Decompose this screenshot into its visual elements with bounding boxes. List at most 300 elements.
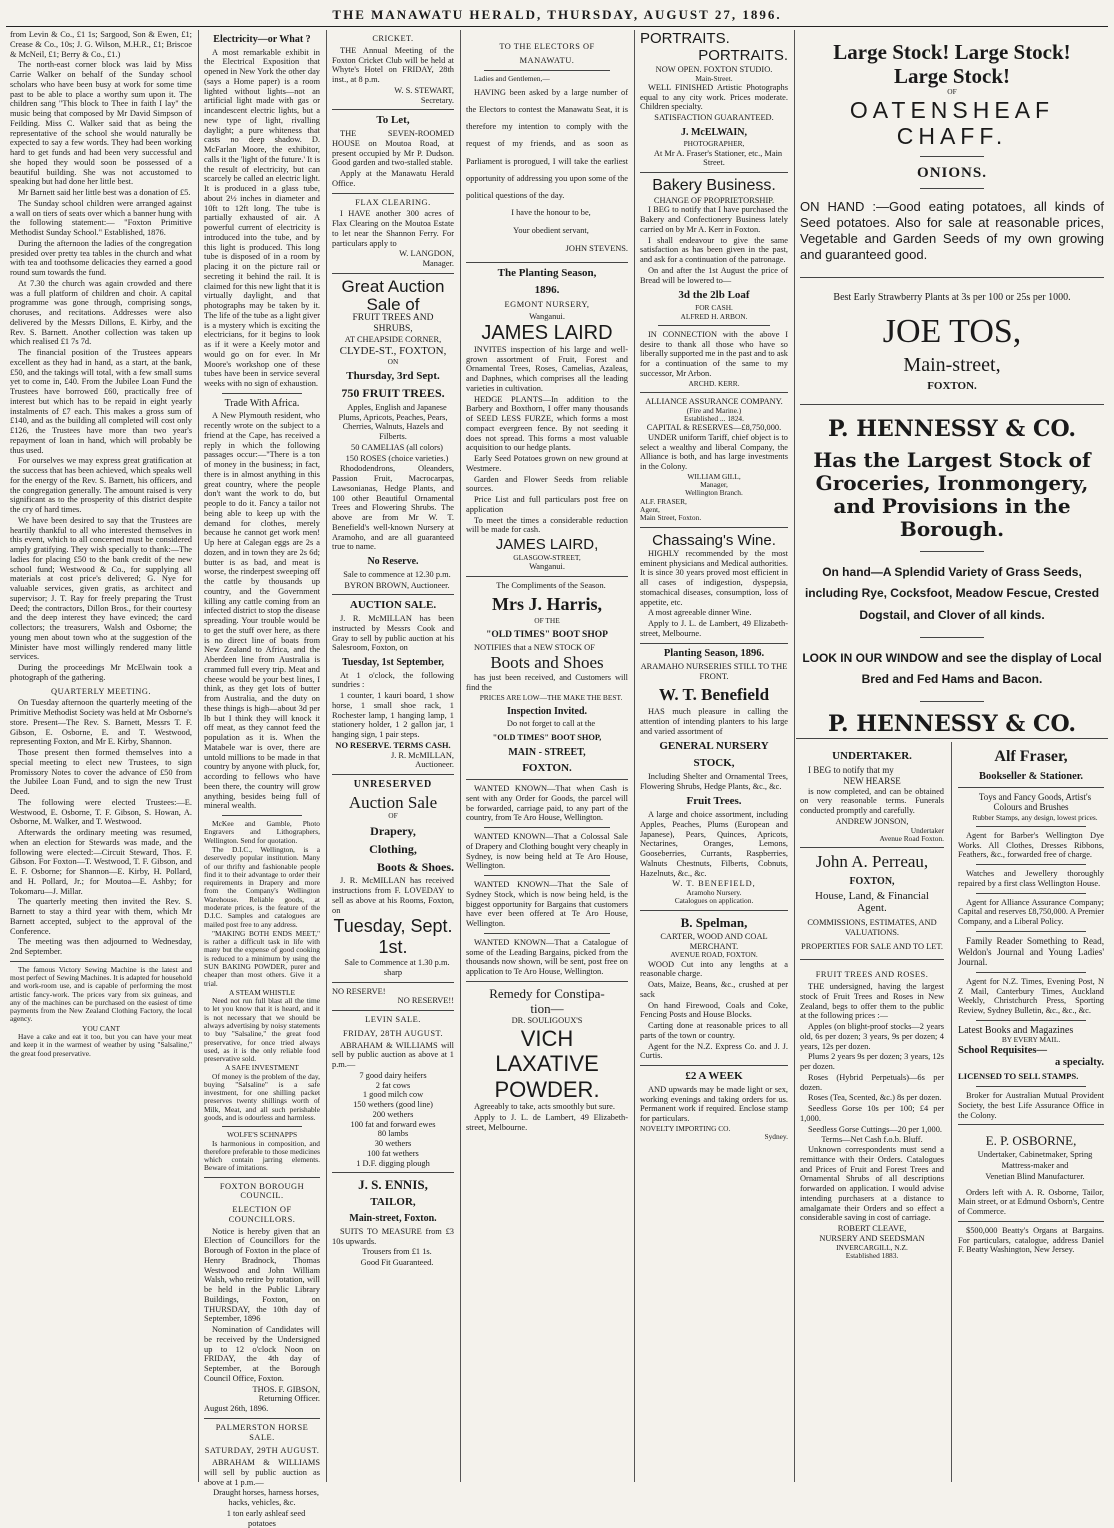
advert-text: Need not run full blast all the time to let you know that it is heard, and it is not necessary that we should be always advertising by noisy statements to buy "Salsaline," the great food preservative, for once tried always used, as it is the only reliable food preservative sold. xyxy=(204,996,320,1064)
article-paragraph: The Sunday school children were arranged against a wall on tiers of seats over which a banner hung with the following statement:— "Foxton Primitive Methodist Sunday School." Established, 1876. xyxy=(10,198,192,237)
advert-subheading: Wanganui. xyxy=(529,312,565,321)
advert-subheading: House, Land, & Financial Agent. xyxy=(815,889,929,915)
advert-text: Apply to J. L. de Lambert, 49 Elizabeth-street, Melbourne. xyxy=(640,619,788,638)
signature-title: Undertaker xyxy=(910,825,944,835)
masthead: THE MANAWATU HERALD, THURSDAY, AUGUST 27, 1896. xyxy=(6,4,1108,27)
signature-title: Auctioneer. xyxy=(415,760,454,770)
advert-text: WANTED KNOWN—That a Catalogue of some of the Leading Bargains, picked from the thousands now shown, will be sent, post free on application to Te Aro House, Wellington. xyxy=(466,937,628,977)
divider xyxy=(920,701,984,702)
article-paragraph: The meeting was then adjourned to Wednesday, 2nd September. xyxy=(10,937,192,956)
advert-subheading: PHOTOGRAPHER, xyxy=(683,139,745,149)
advert-subheading: CAPITAL & RESERVES—£8,750,000. xyxy=(646,423,782,433)
column-1-article xyxy=(6,30,196,1482)
advert-heading: JAMES LAIRD xyxy=(481,321,613,344)
divider xyxy=(640,643,788,644)
advert-text: A most agreeable dinner Wine. xyxy=(648,608,752,618)
column-rule xyxy=(460,30,461,1482)
article-paragraph: The following were elected Trustees:—E. Westwood, E. Osborne, T. F. Gibson, S. Howan, A. Osborne, M. Walker, and T. Westwood. xyxy=(10,797,192,827)
article-paragraph: At 7.30 the church was again crowded and there was a full platform of children and choir. A capital programme was gone through, comprising songs, choruses, and recitations. Addresses were also delivered by the Messrs Dillons, E. Kirby, and the Rev. S. Barnett. Another collection was taken up which realised £1 7s 7d. xyxy=(10,278,192,347)
advert-text: Terms—Net Cash f.o.b. Bluff. xyxy=(821,1135,923,1145)
advert-text: LICENSED TO SELL STAMPS. xyxy=(958,1071,1079,1082)
auction-lot: 2 fat cows xyxy=(375,1080,411,1090)
column-rule xyxy=(634,30,635,1482)
auction-subheading: AT CHEAPSIDE CORNER, xyxy=(344,335,442,345)
advert-heading: ONIONS. xyxy=(917,164,987,181)
signature: ARCHD. KERR. xyxy=(688,378,740,388)
auction-text: Apples, English and Japanese Plums, Apricots, Peaches, Pears, Cherries, Walnuts, Hazels and Filberts. xyxy=(338,402,448,442)
auction-heading: AUCTION SALE. xyxy=(349,599,437,612)
notice-heading: SATURDAY, 29TH AUGUST. xyxy=(204,1446,320,1456)
advert-text: ON HAND :—Good eating potatoes, all kinds of Seed potatoes. Also for sale at reasonable prices, Vegetable and Garden Seeds of my own growing and guaranteed good. xyxy=(800,199,1104,262)
auction-lot: 80 lambs xyxy=(377,1129,409,1139)
signature-title: Main Street, Foxton. xyxy=(640,513,702,523)
article-paragraph: The financial position of the Trustees appears excellent as they had in hand, as a start, at the bank, £50, and the takings will total, with a few small sums yet to come in, £40. From the Jubilee Loan Fund the Trustees have borrowed £60, practically free of interest but which has to be repaid in eight yearly instalments of £7 each. This makes a gross sum of £140, and as the building all completed will cost only £126, the Trustees have more than two year's repayment of loan in hand, which will probably be thus used. xyxy=(10,348,192,455)
signature-title: Established 1883. xyxy=(845,1250,899,1260)
advert-text: On hand—A Splendid Variety of Grass Seeds, including Rye, Cocksfoot, Meadow Fescue, Crested Dogstail, and Clover of all kinds. xyxy=(804,564,1100,622)
divider xyxy=(484,827,610,828)
advert-text: LOOK IN OUR WINDOW and see the display of Local Bred and Fed Hams and Bacon. xyxy=(802,650,1102,687)
advert-text: Roses (Tea, Scented, &c.) 8s per dozen. xyxy=(808,1093,942,1103)
advert-text: SUITS TO MEASURE from £3 10s upwards. xyxy=(332,1226,454,1246)
advert-text: is now completed, and can be obtained on very reasonable terms. Funerals conducted promptly and carefully. xyxy=(800,786,944,816)
signature-title: NURSERY AND SEEDSMAN xyxy=(819,1233,925,1243)
notice-text: ABRAHAM & WILLIAMS will sell by public auction as above at 1 p.m.— xyxy=(204,1458,320,1487)
advert-text: Agent for N.Z. Times, Evening Post, N Z Mail, Canterbury Times, Auckland Weekly, Christchurch Press, Sporting Review, Sydney Bulletin, &c., &c., &c. xyxy=(958,976,1104,1016)
advert-heading: GENERAL NURSERY xyxy=(659,740,769,753)
column-4 xyxy=(462,30,632,1482)
signature-title: INVERCARGILL, N.Z. xyxy=(836,1242,908,1252)
signature: THOS. F. GIBSON, xyxy=(252,1384,320,1394)
advert-heading: TAILOR, xyxy=(370,1196,416,1209)
auction-date: Thursday, 3rd Sept. xyxy=(346,370,440,383)
section-heading: Trade With Africa. xyxy=(224,397,300,409)
advert-heading: VICH LAXATIVE xyxy=(495,1025,599,1077)
advert-heading: YOU CANT xyxy=(82,1023,120,1033)
divider xyxy=(10,961,192,962)
advert-subheading: GLASGOW-STREET, xyxy=(513,552,581,562)
article-paragraph: The north-east corner block was laid by Miss Carrie Walker on behalf of the Sunday school scholars who have been busy at work for some time past to be able to place a worthy sum upon it. The children sang "This block to Thee in faith I lay" the music being that composed by Mr David Simpson of Feilding. Miss C. Walker said that as being the representative of the school she would naturally be expected to say a few words. They had been working hard to get funds and had been very successful and she hoped they would soon be possessed of a beautiful building. She was not accustomed to speaking but had done her little best. xyxy=(10,60,192,187)
divider xyxy=(466,779,628,780)
signature: WILLIAM GILL, xyxy=(687,471,741,481)
signature-title: Returning Officer. xyxy=(258,1394,320,1404)
advert-subheading: FOR CASH. xyxy=(695,303,733,313)
advert-heading: Large Stock! xyxy=(893,64,1011,89)
auction-lot-list xyxy=(332,1071,454,1169)
advert-text: WELL FINISHED Artistic Photographs equal to any city work. Prices moderate. Children specialty. xyxy=(640,82,788,112)
advert-text: Seedless Gorse Cuttings—20 per 1,000. xyxy=(808,1124,942,1134)
signature-title: Manager. xyxy=(422,259,454,268)
advert-text: The famous Victory Sewing Machine is the latest and most perfect of Sewing Machines. It is adapted for household and work-room use, and is capable of performing the most artistic fancy-work. The prices vary from six guineas, and any of the machines can be purchased on the easiest of time payments from the New Zealand Clothing Factory, the local agency. xyxy=(10,964,192,1024)
advert-text: Early Seed Potatoes grown on new ground at Westmere. xyxy=(466,454,628,473)
auction-lot: 1 D.F. digging plough xyxy=(356,1158,430,1168)
auction-heading: Drapery, xyxy=(370,823,416,838)
article-paragraph: The quarterly meeting then invited the Rev. S. Barnett to stay a third year with them, which Mr Barnett accepted, subject to the approval of the Conference. xyxy=(10,897,192,936)
divider xyxy=(958,1221,1104,1222)
advert-text: Do not forget to call at the xyxy=(506,719,596,729)
advert-text: HAS much pleasure in calling the attention of intending planters to his large and varied assortment of xyxy=(640,707,788,736)
divider xyxy=(640,527,788,528)
advert-heading: a specialty. xyxy=(1055,1056,1104,1068)
advert-text: Including Shelter and Ornamental Trees, Flowering Shrubs, Hedge Plants, &c., &c. xyxy=(640,771,788,791)
divider xyxy=(222,815,302,816)
advert-text: McKee and Gamble, Photo Engravers and Lithographers, Wellington. Send for quotation. xyxy=(204,819,320,845)
advert-heading: John A. Perreau, xyxy=(815,852,929,872)
divider xyxy=(640,392,788,393)
advert-text: WOOD Cut into any lengths at a reasonable charge. xyxy=(640,959,788,979)
article-paragraph: We have been desired to say that the Trustees are heartily thankful to all who interested themselves in this event, which to all concerned must be considered amply gratifying. They wish specially to thank:—The ladies for placing £50 to the bank credit of the new school fund; Westwood & Co., for supplying all materials at cost price's delivered; G. Nye for valuable services, given gratis, as architect and supervisor; J. T. Ray for freely preparing the Trust Deed; the contractors, Dillon Bros., for their courtesy and the deep interest they have evinced; the card collectors; the treasurers, Walsh and Osborne; the young men about town who at the suggestion of the Minister have most willingly rendered many little services. xyxy=(10,515,192,662)
columns xyxy=(6,30,1108,1528)
signature-title: Secretary. xyxy=(420,95,454,105)
advert-subheading: AVENUE ROAD, FOXTON. xyxy=(670,950,758,960)
divider xyxy=(484,70,610,71)
advert-heading: FRUIT TREES AND ROSES. xyxy=(815,970,929,980)
auction-text: BYRON BROWN, Auctioneer. xyxy=(344,580,450,590)
auction-heading: UNRESERVED xyxy=(353,779,433,791)
signature-title: Aramoho Nursery. xyxy=(686,888,742,898)
advert-heading: Bakery Business. xyxy=(652,177,776,195)
column-2 xyxy=(200,30,324,1528)
advert-text: Undertaker, Cabinetmaker, Spring xyxy=(977,1150,1093,1160)
advert-text: Roses (Hybrid Perpetuals)—6s per dozen. xyxy=(800,1072,944,1092)
advert-subheading: DR. SOULIGOUX'S xyxy=(511,1016,583,1026)
auction-lot: 1 good milch cow xyxy=(362,1090,424,1100)
notice-text: Your obedient servant, xyxy=(513,226,589,236)
auction-subheading: CLYDE-ST., FOXTON, xyxy=(339,345,447,358)
advert-heading: Large Stock! Large Stock! xyxy=(833,40,1071,64)
advert-heading: OATENSHEAF CHAFF. xyxy=(849,96,1055,150)
divider xyxy=(466,262,628,263)
divider xyxy=(920,156,984,157)
advert-heading: Main-street, xyxy=(903,353,1001,376)
advert-heading: POWDER. xyxy=(494,1076,600,1102)
advert-subheading: ARAMAHO NURSERIES STILL TO THE FRONT. xyxy=(640,661,788,681)
advert-subheading: Wanganui. xyxy=(529,561,565,571)
advert-heading: PORTRAITS. xyxy=(640,30,730,47)
auction-subheading: ON xyxy=(387,356,399,366)
notice-text: Ladies and Gentlemen,— xyxy=(474,73,550,83)
article-paragraph: Afterwards the ordinary meeting was resumed, when an election for Stewards was made, and the following were elected:—Circuit Steward, Thos. F. Gibson. For Foxton—T. Westwood, T. F. Gibson, and E. F. Osborne; for Shannon—E. Kirby, H. Pollard, and H. Pollard, Jr.; for Moutoa—E. Ashby; for Tokomaru—J. Millar. xyxy=(10,828,192,896)
advert-subheading: Established ... 1824. xyxy=(684,413,744,423)
advert-text: WANTED KNOWN—That a Colossal Sale of Drapery and Clothing bought very cheaply in Sydney, is now being held at Te Aro House, Wellington. xyxy=(466,832,628,871)
advert-heading: Main-street, Foxton. xyxy=(349,1213,437,1225)
divider xyxy=(920,551,984,552)
signature: J. R. McMILLAN, xyxy=(390,750,454,760)
advert-heading: UNDERTAKER. xyxy=(832,750,912,762)
advert-text: Agent for the N.Z. Express Co. and J. J. Curtis. xyxy=(640,1041,788,1061)
auction-text: 50 CAMELIAS (all colors) xyxy=(351,442,443,452)
advert-heading: FOXTON. xyxy=(522,762,572,775)
auction-lot: 150 wethers (good line) xyxy=(353,1100,433,1110)
advert-text: Seedless Gorse 10s per 100; £4 per 1,000. xyxy=(800,1104,944,1123)
advert-heading: Alf Fraser, xyxy=(994,748,1068,765)
advert-text: Watches and Jewellery thoroughly repaired by a first class Wellington House. xyxy=(958,869,1104,888)
signature: ROBERT CLEAVE, xyxy=(837,1224,907,1233)
divider xyxy=(800,277,1104,278)
advert-heading: Fruit Trees. xyxy=(686,795,742,808)
advert-text: WANTED KNOWN—That when Cash is sent with any Order for Goods, the parcel will be forwarded, carriage paid, to any part of the country, from Te Aro House, Wellington. xyxy=(466,784,628,823)
auction-heading: Clothing, xyxy=(369,841,417,856)
signature-title: Avenue Road Foxton. xyxy=(879,833,944,843)
divider xyxy=(800,404,1104,405)
advert-heading: A STEAM WHISTLE xyxy=(229,987,295,997)
divider xyxy=(466,981,628,982)
column-rule xyxy=(198,30,199,1482)
advert-text: Apply to J. L. de Lambert, 49 Elizabeth-street, Melbourne. xyxy=(466,1113,628,1132)
advert-subheading: PROPERTIES FOR SALE AND TO LET. xyxy=(801,941,943,951)
divider xyxy=(976,893,1086,894)
advert-text: THE undersigned, having the largest stock of Fruit Trees and Roses in New Zealand, begs to offer them to the public at the following prices :— xyxy=(800,982,944,1021)
notice-heading: MANAWATU. xyxy=(519,55,575,65)
advert-heading: The Planting Season, xyxy=(497,266,597,279)
advert-heading: WOLFE'S SCHNAPPS xyxy=(226,1130,298,1140)
auction-text: 1 counter, 1 kauri board, 1 show horse, 1 small shoe rack, 1 Rochester lamp, 1 hanging lamp, 1 stationery holder, 1 2 gallon jar, 1 hanging sign, 1 pair steps. xyxy=(332,691,454,740)
advert-subheading: (Fire and Marine.) xyxy=(686,405,742,415)
advert-heading: PORTRAITS. xyxy=(698,47,788,65)
signature: ALF. FRASER, xyxy=(640,496,687,506)
advert-subheading: CHANGE OF PROPRIETORSHIP. xyxy=(653,195,775,205)
signature: ANDREW JONSON, xyxy=(835,816,909,826)
advert-heading: J. S. ENNIS, xyxy=(358,1177,428,1193)
column-rule xyxy=(951,742,952,1482)
divider xyxy=(640,172,788,173)
signature: W. LANGDON, xyxy=(399,249,454,259)
divider xyxy=(332,193,454,194)
advert-text: Best Early Strawberry Plants at 3s per 100 or 25s per 1000. xyxy=(833,291,1071,303)
divider xyxy=(976,864,1086,865)
column-rule xyxy=(326,30,327,1482)
divider xyxy=(222,1126,302,1127)
divider xyxy=(484,875,610,876)
auction-note: NO RESERVE! xyxy=(332,986,386,996)
signature-title: Manager, xyxy=(700,480,728,490)
article-paragraph: During the afternoon the ladies of the congregation presided over pretty tea tables in the church and what with tea and toothsome delicacies they earned a good round sum towards the fund. xyxy=(10,238,192,277)
signature: W. S. STEWART, xyxy=(394,85,454,95)
advert-text: I shall endeavour to give the same satisfaction as has been given in the past, and ask for a continuation of the patronage. xyxy=(640,235,788,265)
advert-heading: £2 A WEEK xyxy=(685,1070,743,1083)
section-heading: QUARTERLY MEETING. xyxy=(51,686,151,696)
article-paragraph: On Tuesday afternoon the quarterly meeting of the Primitive Methodist Society was held at Mr Osborne's store. Present—The Rev. S. Barnett, Messrs T. F. Gibson, E. Osborne, E. and T. Westwood, representing Foxton, and Mr E. Kirby, Shannon. xyxy=(10,698,192,747)
divider xyxy=(920,188,984,189)
divider xyxy=(484,933,610,934)
advert-text: Carting done at reasonable prices to all parts of the town or country. xyxy=(640,1021,788,1040)
auction-text: ABRAHAM & WILLIAMS will sell by public auction as above at 1 p.m.— xyxy=(332,1040,454,1070)
auction-note: NO RESERVE!! xyxy=(397,996,454,1006)
advert-text: Venetian Blind Manufacturer. xyxy=(985,1171,1085,1181)
divider xyxy=(640,1065,788,1066)
divider xyxy=(800,847,944,848)
advert-heading: E. P. OSBORNE, xyxy=(985,1133,1077,1149)
advert-heading: J. McELWAIN, xyxy=(680,126,748,138)
advert-text: WANTED KNOWN—That the Sale of Sydney Stock, which is now being held, is the biggest opportunity for Bargains that customers have ever been offered at Te Aro House, Wellington. xyxy=(466,880,628,929)
notice-heading: ELECTION OF COUNCILLORS. xyxy=(228,1205,296,1224)
notice-text: I HAVE another 300 acres of Flax Clearing on the Moutoa Estate to let near the Shannon Ferry. For particulars apply to xyxy=(332,209,454,248)
auction-text: 150 ROSES (choice varieties.) xyxy=(345,453,449,463)
notice-text: THE SEVEN-ROOMED HOUSE on Moutoa Road, at present occupied by Mr P. Dudson. Good garden and two-stalled stable. xyxy=(332,129,454,168)
advert-subheading: NOW OPEN. FOXTON STUDIO. xyxy=(655,64,773,74)
article-paragraph: For ourselves we may express great gratification at the success that has been achieved, which speaks well for the energy of the Rev. S. Barnett, his officers, and the congregation generally. The amount raised is very significant as to the prosperity of this district despite the cry of hard times. xyxy=(10,456,192,514)
advert-heading: Inspection Invited. xyxy=(506,705,587,717)
article-paragraph: A New Plymouth resident, who recently wrote on the subject to a friend at the Cape, has received a reply in which the following passages occur:—"There is a ton of money in the business; in fact, there is in almost anything in this great country, where the people don't want the work to do, but people to do it. Fancy a tailor not being able to keep up with the demand for clothes, merely because he cannot get work men! Up here at Calegan eggs are 2s a dozen, and in town they are 2s 6d; butter is as bad, and meat is worse, the rinderpest sweeping off the cattle by thousands up country, and the Government killing any cattle coming from an infected district to stop the disease spreading. Your trouble would be to get the stuff over here, as there is no direct line of boats from New Zealand to Africa, and the Aberdeen line from Australia is crammed full every trip. Meat and cheese would be your best lines, I think, as they get lots of butter from Australia, and the duty on these things is high—about 3d per lb but I think they will knock it off meat, as they cannot feed the population as it is. When the Matabele war is over, there are untold millions to be made in that country by anyone with pluck, for, according to fellows who have been there, the country will grow anything, besides being full of mineral wealth. xyxy=(204,411,320,811)
advert-text: Trousers from £1 1s. xyxy=(362,1247,432,1257)
divider xyxy=(222,393,302,394)
divider xyxy=(332,774,454,775)
divider xyxy=(976,1020,1086,1021)
auction-text: At 1 o'clock, the following sundries : xyxy=(332,670,454,690)
auction-text: Rhododendrons, Oleanders, Passion Fruit, Macrocarpas, Lawsonianas, Hedge Plants, and 100 other Beautiful Ornamental Trees and Flowering Shrubs. The above are from Mr W. T. Benefield's well-known Nursery at Aramoho, and are all guaranteed true to name. xyxy=(332,464,454,552)
advert-heading: JOE TOS, xyxy=(882,313,1022,351)
column-3 xyxy=(328,30,458,1482)
advert-heading: JAMES LAIRD, xyxy=(495,536,599,554)
auction-heading: Great Auction Sale of xyxy=(341,276,445,314)
advert-heading: Remedy for Constipa- xyxy=(489,985,605,1001)
auction-lot: 200 wethers xyxy=(372,1109,414,1119)
signature: JOHN STEVENS. xyxy=(565,243,628,253)
advert-subheading: FOXTON, xyxy=(849,875,895,887)
advert-text: On hand Firewood, Coals and Coke, Fencing Posts and House Blocks. xyxy=(640,1000,788,1020)
column-8 xyxy=(954,742,1108,1482)
auction-lot: 7 good dairy heifers xyxy=(359,1070,427,1080)
column-7 xyxy=(796,742,948,1482)
advert-heading: School Requisites— xyxy=(958,1044,1047,1056)
advert-text: At Mr A. Fraser's Stationer, etc., Main Street. xyxy=(653,148,783,168)
advert-subheading: OF THE xyxy=(534,616,560,626)
auction-text: J. R. McMILLAN has received instructions from F. LOVEDAY to sell as above at his Rooms, Foxton, on xyxy=(332,876,454,915)
advert-text: Agent for Barber's Wellington Dye Works. All Clothes, Dresses Ribbons, Feathers, &c., forwarded free of charge. xyxy=(958,830,1104,860)
divider xyxy=(976,972,1086,973)
advert-heading: Boots and Shoes xyxy=(490,653,604,673)
advert-heading: ALLIANCE ASSURANCE COMPANY. xyxy=(645,396,783,406)
article-paragraph: A most remarkable exhibit in the Electrical Exposition that opened in New York the other day (says a Home paper) is a room lighted without lights—not an artificial light made with gas or incandescent electric lights, but a new type of light, rivalling daylight; a pure whiteness that casts no deep shadow. D. McFarlan Moore, the exhibitor, calls it the 'light of the future.' It is the result of electricity, but can scarcely be called an electric light. It is produced in a glass tube, about 2½ inches in diameter and 10ft to 12ft long. The tube is partially exhausted of air. A powerful current of electricity is introduced into the tube, and by this light is produced. This long tube is disposed of in a room by placing it on the picture rail or secreting it behind the rail. It is claimed for this new light that it is virtually daylight, and that photographs may be taken by it. The life of the tube as a light giver is a mystery which is exciting the electricians, for it begins to look as if it were a Keely motor and would go on for ever. In Mr Moore's workshop one of these tubes have been in service several weeks with no sign of exhaustion. xyxy=(204,47,320,389)
notice-text: Apply at the Manawatu Herald Office. xyxy=(332,169,454,188)
advert-text: has just been received, and Customers will find the xyxy=(466,673,628,692)
divider xyxy=(332,1172,454,1173)
auction-date: Tuesday, 1st September, xyxy=(341,657,445,668)
article-paragraph: Mr Barnett said her little best was a donation of £5. xyxy=(18,188,191,197)
auction-lot: 100 fat and forward ewes xyxy=(350,1119,436,1129)
auction-text: J. R. McMILLAN has been instructed by Messrs Cook and Gray to sell by public auction at his Salesroom, Foxton, on xyxy=(332,614,454,653)
advert-subheading: Main-Street. xyxy=(695,73,733,83)
advert-text: Orders left with A. R. Osborne, Tailor, Main street, or at Edmund Osborn's, Centre of Commerce. xyxy=(958,1187,1104,1217)
advert-text: Agreeably to take, acts smoothly but sure. xyxy=(474,1102,615,1112)
auction-heading: Auction Sale xyxy=(348,792,438,812)
advert-text: $500,000 Beatty's Organs at Bargains. For particulars, catalogue, address Daniel F. Beatty Washington, New Jersey. xyxy=(958,1225,1104,1255)
divider xyxy=(920,637,984,638)
auction-heading: 750 FRUIT TREES. xyxy=(341,386,445,400)
signature-title: Agent, xyxy=(640,505,660,515)
advert-heading: Latest Books and Magazines xyxy=(958,1024,1074,1036)
advert-text: To meet the times a considerable reduction will be made for cash. xyxy=(466,515,628,535)
advert-subheading: NEW HEARSE xyxy=(843,776,901,787)
auction-heading: No Reserve. xyxy=(367,556,419,568)
advert-text: On and after the 1st August the price of Bread will be lowered to— xyxy=(640,265,788,285)
advert-heading: MAIN - STREET, xyxy=(508,746,586,758)
divider xyxy=(332,982,454,983)
signature: W. T. BENEFIELD, xyxy=(672,879,756,889)
advert-text: Of money is the problem of the day, buying "Salsaline" is a safe investment, for one shilling packet preserves twenty shillings worth of Milk, Meat, and all such perishable goods, and is odourless and harmless. xyxy=(204,1071,320,1123)
advert-heading: Chassaing's Wine. xyxy=(652,531,776,549)
auction-lot: 100 fat wethers xyxy=(367,1148,419,1158)
advert-heading: B. Spelman, xyxy=(680,914,748,930)
advert-heading: Mrs J. Harris, xyxy=(492,594,602,615)
notice-heading: TO THE ELECTORS OF xyxy=(499,42,595,51)
advert-heading: Has the Largest Stock of Groceries, Ironmongery, and Provisions in the Borough. xyxy=(813,447,1091,541)
advert-heading: tion— xyxy=(530,1001,564,1017)
advert-text: "MAKING BOTH ENDS MEET," is rather a difficult task in life with many but the expense of good cooking is reduced to a minimum by using the SUN BAKING POWDER, purer and cheaper than most others. Give it a trial. xyxy=(204,928,320,988)
auction-date: Tuesday, Sept. 1st. xyxy=(333,916,453,958)
notice-heading: To Let, xyxy=(376,114,410,127)
advert-subheading: OF xyxy=(947,87,957,97)
advert-heading: P. HENNESSY & CO. xyxy=(828,416,1076,443)
advert-heading: "OLD TIMES" BOOT SHOP, xyxy=(492,733,602,743)
divider xyxy=(658,325,770,326)
auction-lot: 30 wethers xyxy=(374,1139,412,1149)
advert-subheading: COMMISSIONS, ESTIMATES, AND VALUATIONS. xyxy=(807,918,937,937)
advert-heading: FOXTON. xyxy=(927,379,977,392)
advert-text: Family Reader Something to Read, Weldon's Journal and Young Ladies' Journal. xyxy=(958,935,1104,968)
notice-heading: CRICKET. xyxy=(372,34,414,43)
advert-heading: P. HENNESSY & CO. xyxy=(828,710,1076,737)
notice-heading: FOXTON BOROUGH COUNCIL. xyxy=(219,1181,305,1201)
divider xyxy=(976,1086,1086,1087)
advert-text: Catalogues on application. xyxy=(674,896,754,906)
advert-text: Oats, Maize, Beans, &c., crushed at per sack xyxy=(640,980,788,999)
notice-text: Nomination of Candidates will be received by the Undersigned up to 12 o'clock Noon on FRIDAY, the 4th day of September, at the Borough Council Office, Foxton. xyxy=(204,1325,320,1383)
notice-text: I have the honour to be, xyxy=(511,208,591,218)
divider xyxy=(640,910,788,911)
advert-text: Good Fit Guaranteed. xyxy=(360,1258,434,1268)
divider xyxy=(976,931,1086,932)
advert-text: HEDGE PLANTS—In addition to the Barbery and Boxthorn, I offer many thousands of SEED LESS FURZE, which forms a most compact evergreen fence. By not seeding it does not spread. This forms a most valuable acquisition to our hedge plants. xyxy=(466,394,628,453)
advert-text: NOTIFIES that a NEW STOCK OF xyxy=(474,642,595,652)
advert-text: INVITES inspection of his large and well-grown assortment of Fruit, Forest and Ornamental Trees, Roses, Camelias, Azaleas, and Daphnes, which comprises all the leading varieties in cultivation. xyxy=(466,344,628,393)
advert-text: Have a cake and eat it too, but you can have your meat and keep it in the warmest of weather by using "Salsaline," the great food preservative. xyxy=(10,1032,192,1058)
advert-heading: STOCK, xyxy=(693,757,735,770)
column-rule xyxy=(794,30,795,1482)
advert-heading: "OLD TIMES" BOOT SHOP xyxy=(486,629,608,640)
article-paragraph: from Levin & Co., £1 1s; Sargood, Son & Ewen, £1; Crease & Co., 10s; J. G. Wilson, M.H.R., £1; Briscoe & McNeil, £1; Berry & Co., £1.) xyxy=(10,30,192,59)
auction-heading: LEVIN SALE. xyxy=(365,1015,421,1025)
auction-heading: Boots & Shoes. xyxy=(376,859,454,874)
advert-text: The Compliments of the Season. xyxy=(496,580,606,590)
advert-text: I BEG to notify that I have purchased the Bakery and Confectionery Business lately carried on by Mr A. Kerr in Foxton. xyxy=(640,205,788,234)
article-paragraph: Those present then formed themselves into a special meeting to elect new Trustees, to sign Promissory Notes to cover the advance of £50 from the Jubilee Loan Fund, and to sign the new Trust Deed. xyxy=(10,748,192,796)
column-5 xyxy=(636,30,792,1482)
advert-heading: A SAFE INVESTMENT xyxy=(225,1063,299,1073)
notice-text: HAVING been asked by a large number of the Electors to contest the Manawatu Seat, it is therefore my intention to comply with the request of my friends, and as soon as Parliament is prorogued, I will take the earliest opportunity of addressing you upon some of the political questions of the day. xyxy=(466,87,628,201)
advert-subheading: ALFRED H. ARBON. xyxy=(680,311,748,321)
divider xyxy=(800,959,944,960)
advert-subheading: Bookseller & Stationer. xyxy=(978,770,1084,782)
divider xyxy=(332,273,454,274)
advert-text: UNDER uniform Tariff, chief object is to select a wealthy and liberal Company, the Alliance is both, and has large investments in the Colony. xyxy=(640,432,788,472)
advert-text: IN CONNECTION with the above I desire to thank all those who have so liberally supported me in the past and to ask for a continuation of the same to my successor, Mr Arbon. xyxy=(640,329,788,378)
notice-text: 1 ton early ashleaf seed potatoes xyxy=(226,1508,306,1528)
advert-text: Toys and Fancy Goods, Artist's Colours and Brushes xyxy=(978,791,1092,813)
advert-text: Unknown correspondents must send a remittance with their Orders. Catalogues and Prices of Fruit and Forest Trees and Ornamental Shrubs of all descriptions forwarded on application. I would advise intending purchasers at a distance to amalgamate their Orders and so effect a considerable saving in cost of carriage. xyxy=(800,1145,944,1223)
advert-text: Apples (on blight-proof stocks—2 years old, 6s per dozen; 3 years, 9s per dozen; 4 years, 12s per dozen. xyxy=(800,1022,944,1051)
advert-text: The D.I.C., Wellington, is a deservedly popular institution. Many of our thrifty and fashionable people find it to their advantage to order their requirements in Drapery and more from the Company's Wellington Warehouse. Reliable goods, at moderate prices, is the feature of the D.I.C. Samples and catalogues are mailed post free to any address. xyxy=(204,845,320,929)
advert-text: I BEG to notify that my xyxy=(808,764,894,775)
divider xyxy=(958,1124,1104,1125)
advert-text: A large and choice assortment, including Apples, Peaches, Plums (European and Japanese), Pears, Quinces, Apricots, Nectarines, Oranges, Lemons, Gooseberries, Currants, Raspberries, Walnuts Chestnuts, Filberts, Cobnuts, Hazelnuts, &c., &c. xyxy=(640,810,788,878)
auction-date: FRIDAY, 28TH AUGUST. xyxy=(342,1028,444,1038)
divider xyxy=(204,1177,320,1178)
notice-heading: PALMERSTON HORSE SALE. xyxy=(215,1422,309,1442)
divider xyxy=(976,826,1086,827)
section-heading: Electricity—or What ? xyxy=(213,34,311,45)
signature-title: Sydney. xyxy=(764,1132,788,1142)
advert-heading: 1896. xyxy=(534,283,560,296)
